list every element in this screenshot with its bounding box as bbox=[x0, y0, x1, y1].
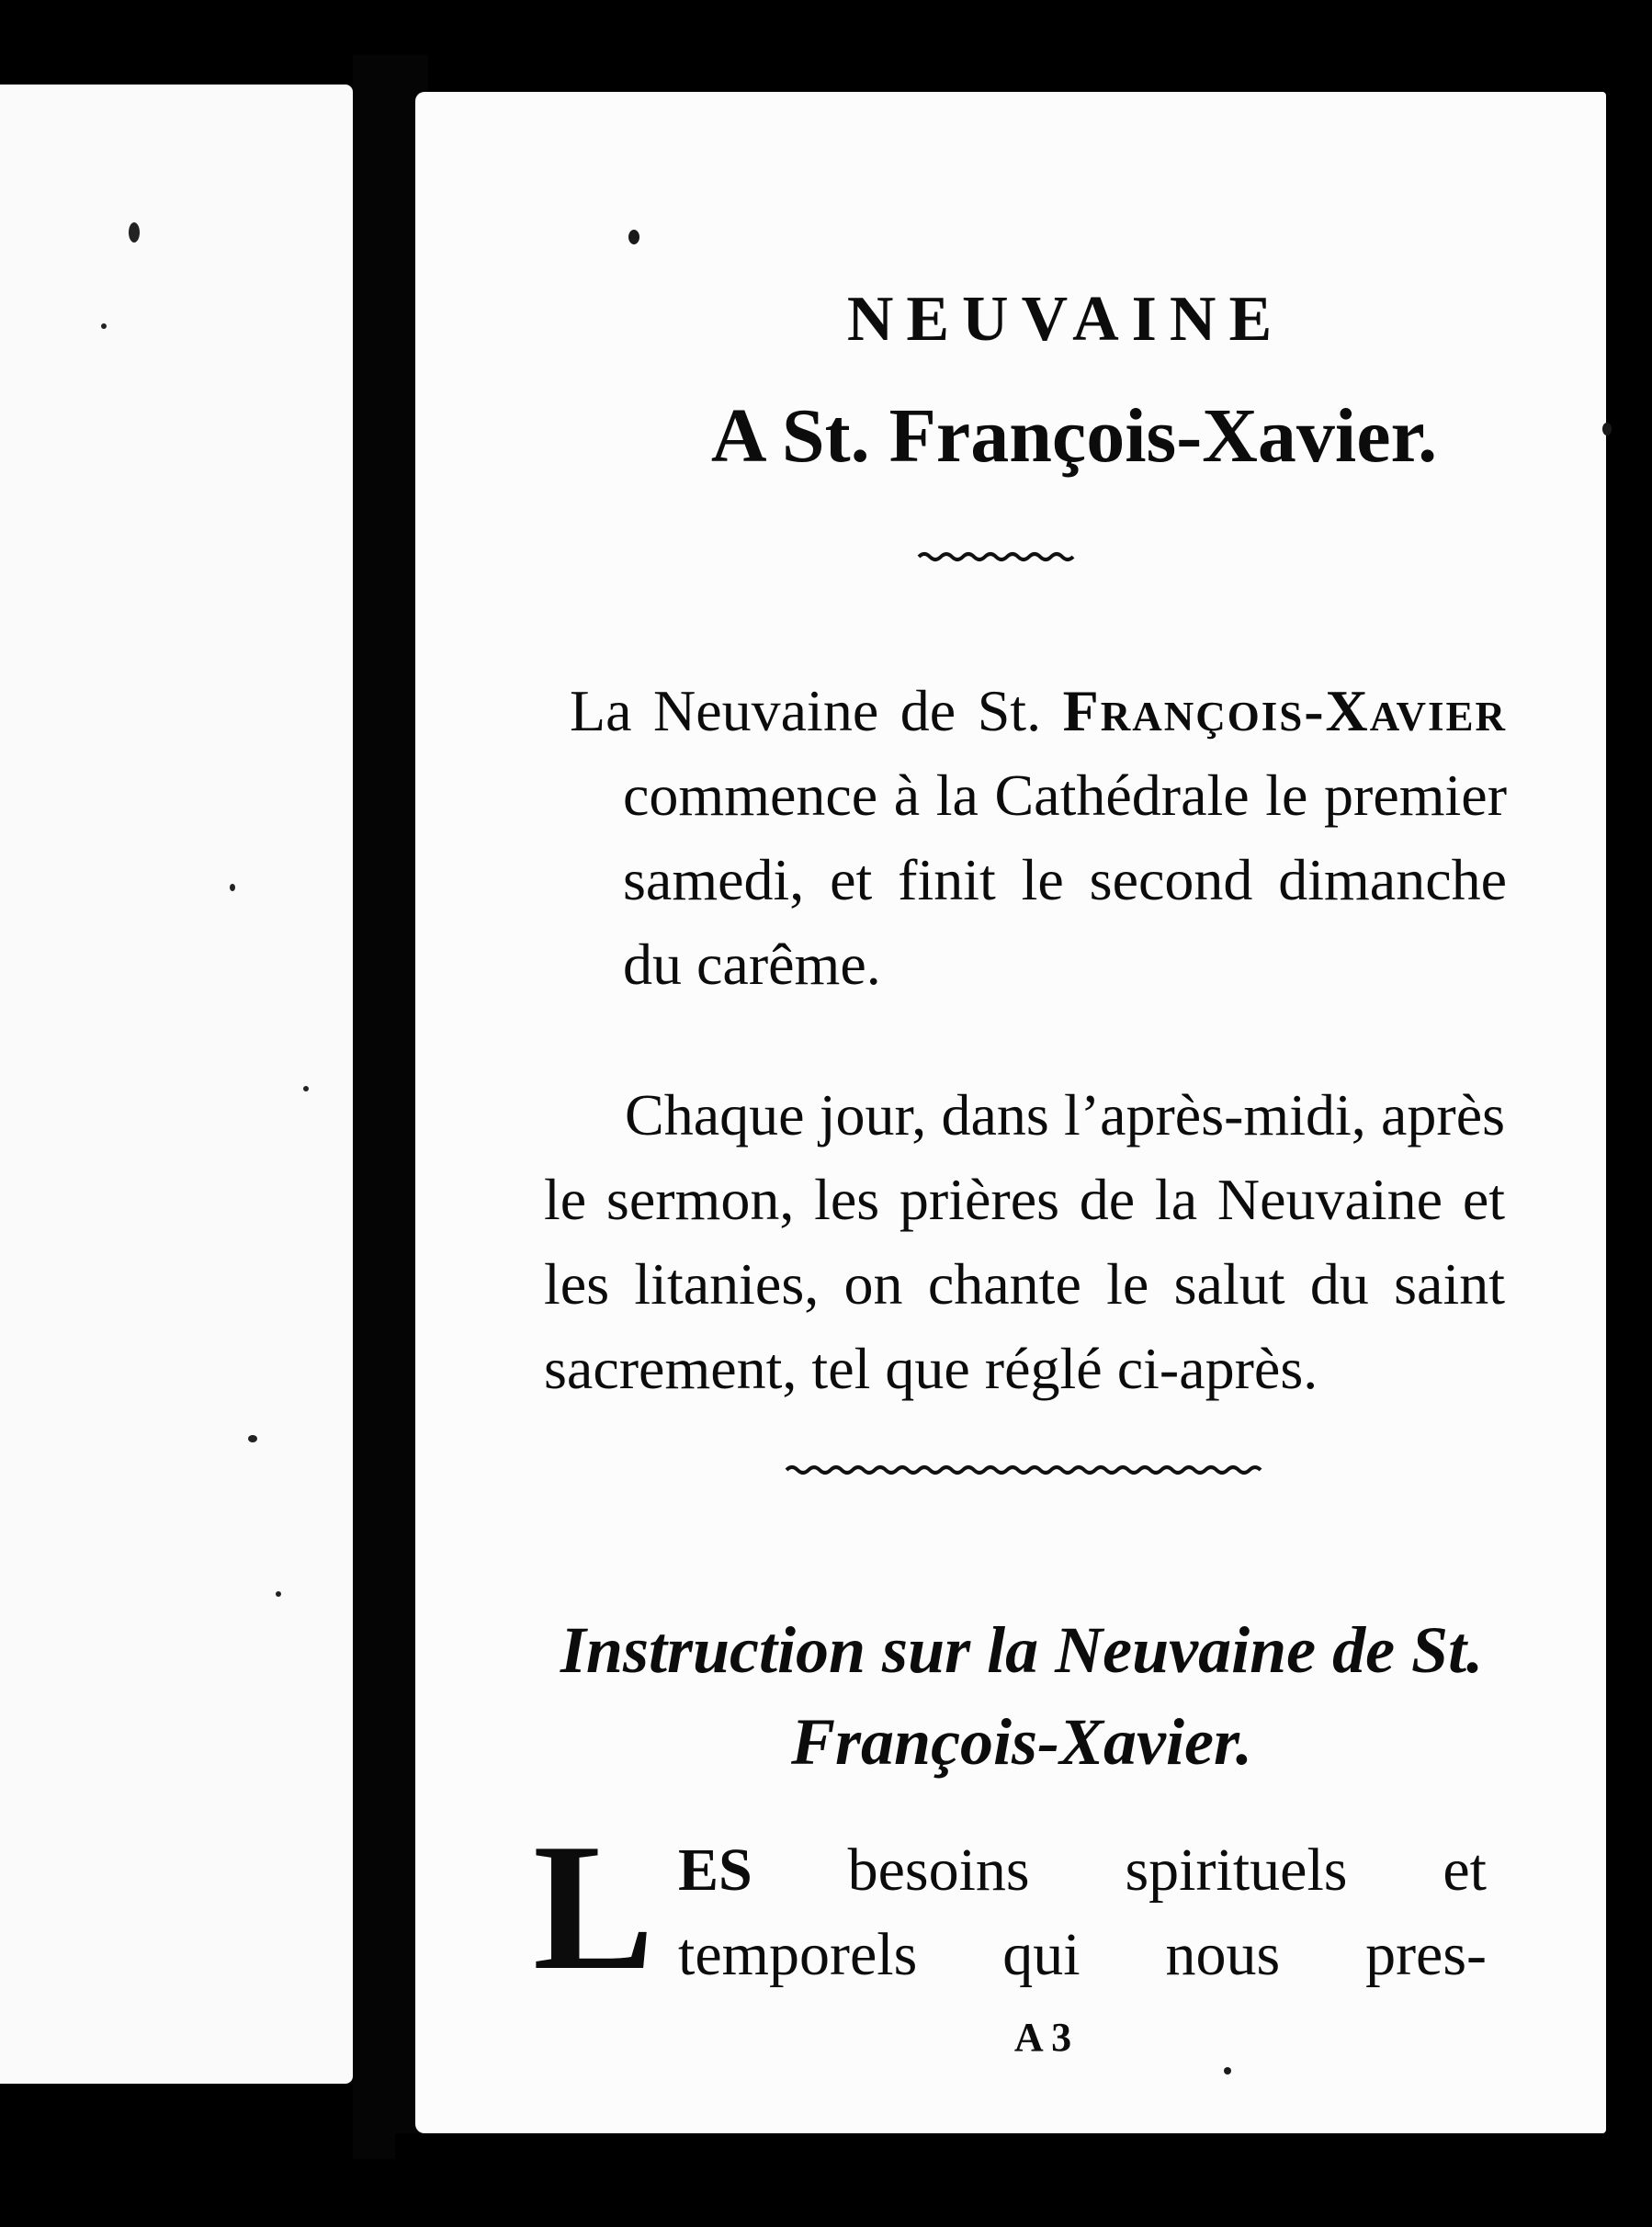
ornamental-rule-middle bbox=[785, 1461, 1262, 1479]
specks bbox=[129, 222, 140, 243]
scan-border bbox=[395, 2133, 1652, 2227]
saint-name: François-Xavier bbox=[1062, 678, 1507, 743]
page-subtitle: A St. François-Xavier. bbox=[710, 393, 1438, 479]
drop-cap: L bbox=[533, 1806, 655, 2007]
paragraph-intro: La Neuvaine de St. François-Xavier commence à la Cathédrale le premier samedi, et finit le second dimanche du carême. bbox=[570, 678, 1507, 997]
instruction-heading: Instruction sur la Neuvaine de St. François-Xavier. bbox=[560, 1613, 1484, 1779]
signature-mark: A 3 bbox=[1013, 2015, 1072, 2060]
page-title: NEUVAINE bbox=[846, 284, 1285, 355]
left-page bbox=[0, 85, 353, 2084]
ornamental-rule-top bbox=[917, 548, 1082, 566]
right-page: NEUVAINE A St. François-Xavier. La Neuvaine de St. François-Xavier commence à la Cathédrale le premier samedi, et finit le second dimanche du carême. Chaque jour, dans l’après-midi, après le sermon, les prières de la Neuvaine et les litanies, on chante le salut du saint sacrement, tel que réglé ci-après. Instruction sur la Neuvaine de St. François-Xavier. L ES besoins spirituels et temporels qui nous pres- A 3 bbox=[415, 92, 1606, 2133]
paragraph-schedule: Chaque jour, dans l’après-midi, après le sermon, les prières de la Neuvaine et les litanies, on chante le salut du saint sacrement, tel que réglé ci-après. bbox=[544, 1082, 1505, 1401]
